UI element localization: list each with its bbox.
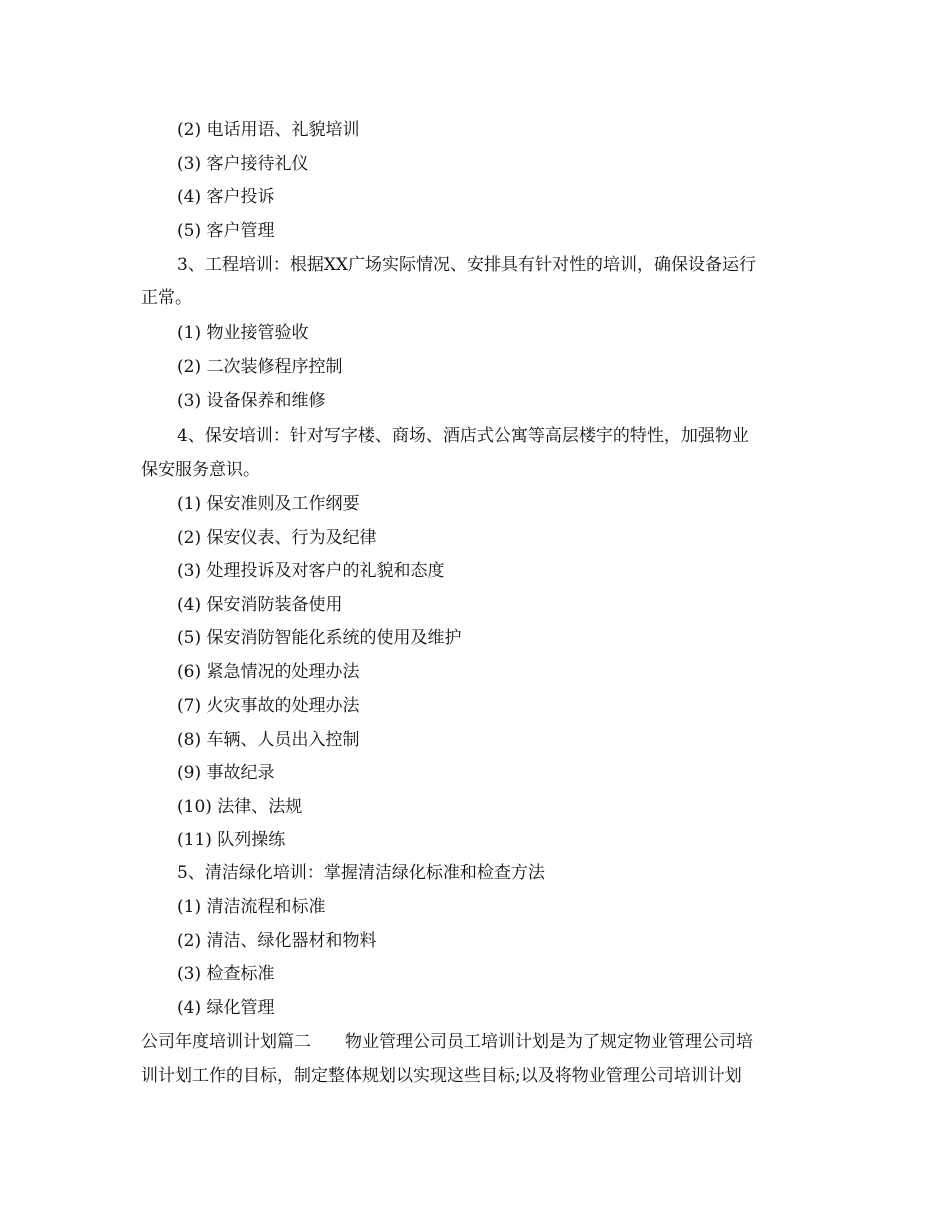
- list-item: (4) 保安消防装备使用: [177, 595, 343, 615]
- list-item: (3) 检查标准: [177, 964, 275, 984]
- list-item: (2) 二次装修程序控制: [177, 357, 343, 377]
- section-heading-engineering: 3、工程培训：根据XX广场实际情况、安排具有针对性的培训，确保设备运行: [177, 255, 757, 275]
- list-item: (11) 队列操练: [177, 830, 286, 850]
- list-item: (8) 车辆、人员出入控制: [177, 730, 360, 750]
- list-item: (2) 保安仪表、行为及纪律: [177, 528, 377, 548]
- list-item: (1) 保安准则及工作纲要: [177, 494, 360, 514]
- list-item: (6) 紧急情况的处理办法: [177, 662, 360, 682]
- list-item: (7) 火灾事故的处理办法: [177, 696, 360, 716]
- section-heading-continuation: 保安服务意识。: [141, 460, 260, 480]
- list-item: (1) 物业接管验收: [177, 323, 309, 343]
- paragraph-plan-two-continuation: 训计划工作的目标，制定整体规划以实现这些目标;以及将物业管理公司培训计划: [141, 1066, 742, 1086]
- section-heading-cleaning: 5、清洁绿化培训：掌握清洁绿化标准和检查方法: [177, 863, 545, 883]
- list-item: (3) 客户接待礼仪: [177, 154, 309, 174]
- list-item: (2) 电话用语、礼貌培训: [177, 120, 360, 140]
- list-item: (4) 绿化管理: [177, 998, 275, 1018]
- list-item: (3) 处理投诉及对客户的礼貌和态度: [177, 561, 445, 581]
- list-item: (5) 客户管理: [177, 221, 275, 241]
- list-item: (4) 客户投诉: [177, 187, 275, 207]
- paragraph-plan-two: 公司年度培训计划篇二 物业管理公司员工培训计划是为了规定物业管理公司培: [141, 1032, 753, 1052]
- list-item: (2) 清洁、绿化器材和物料: [177, 931, 377, 951]
- section-heading-continuation: 正常。: [141, 288, 192, 308]
- section-heading-security: 4、保安培训：针对写字楼、商场、酒店式公寓等高层楼宇的特性，加强物业: [177, 426, 749, 446]
- list-item: (9) 事故纪录: [177, 763, 275, 783]
- list-item: (3) 设备保养和维修: [177, 391, 326, 411]
- list-item: (5) 保安消防智能化系统的使用及维护: [177, 628, 462, 648]
- list-item: (10) 法律、法规: [177, 797, 303, 817]
- list-item: (1) 清洁流程和标准: [177, 897, 326, 917]
